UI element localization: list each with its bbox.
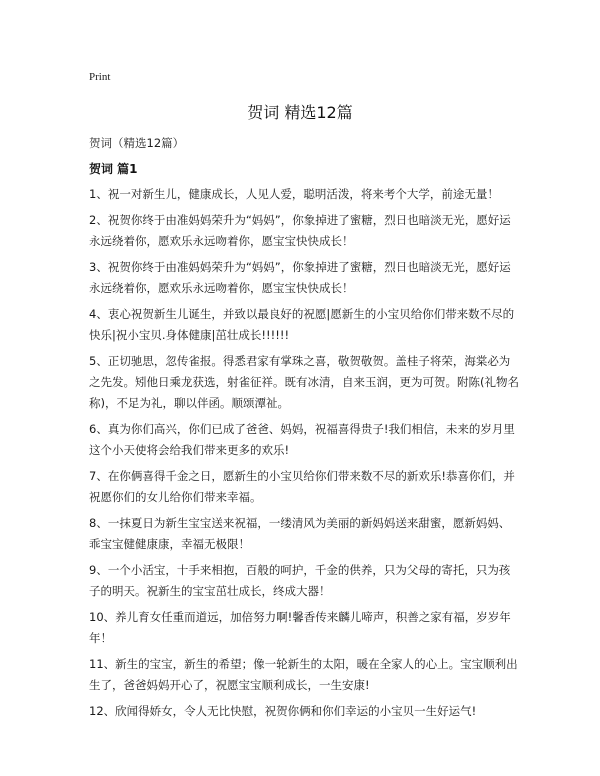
print-label: Print <box>89 71 111 83</box>
entry-8: 8、一抹夏日为新生宝宝送来祝福，一缕清风为美丽的新妈妈送来甜蜜，愿新妈妈、乖宝宝健健康康，幸福无极限！ <box>89 516 511 551</box>
entry-10: 10、养儿育女任重而道远，加倍努力啊!馨香传来麟儿啼声，积善之家有福，岁岁年年！ <box>89 610 511 645</box>
entry-11: 11、新生的宝宝，新生的希望；像一轮新生的太阳，暖在全家人的心上。宝宝顺利出生了，爸爸妈妈开心了，祝愿宝宝顺利成长，一生安康! <box>89 657 518 692</box>
entry-2: 2、祝贺你终于由准妈妈荣升为“妈妈”，你象掉进了蜜糖，烈日也暗淡无光，愿好运永远绕着你，愿欢乐永远吻着你，愿宝宝快快成长！ <box>89 213 511 248</box>
entry-7: 7、在你俩喜得千金之日，愿新生的小宝贝给你们带来数不尽的新欢乐!恭喜你们，并祝愿你们的女儿给你们带来幸福。 <box>89 469 515 504</box>
entry-3: 3、祝贺你终于由准妈妈荣升为“妈妈”，你象掉进了蜜糖，烈日也暗淡无光，愿好运永远绕着你，愿欢乐永远吻着你，愿宝宝快快成长！ <box>89 260 511 295</box>
entry-5: 5、正切驰思，忽传雀报。得悉君家有掌珠之喜，敬贺敬贺。盖桂子将荣，海棠必为之先发。矧他日乘龙获选，射雀征祥。既有冰清，自来玉润，更为可贺。附陈(礼物名称)，不足为礼，聊以伴函。顺颂潭祉。 <box>89 354 519 410</box>
section-heading: 贺词 篇1 <box>89 162 138 176</box>
entry-list <box>89 184 519 727</box>
document-title: 贺词 精选12篇 <box>247 103 353 122</box>
document-subtitle: 贺词（精选12篇） <box>89 136 185 150</box>
entry-1: 1、祝一对新生儿，健康成长，人见人爱，聪明活泼，将来考个大学，前途无量！ <box>89 187 499 201</box>
entry-6: 6、真为你们高兴，你们已成了爸爸、妈妈，祝福喜得贵子!我们相信，未来的岁月里这个小天使将会给我们带来更多的欢乐! <box>89 422 515 457</box>
entry-12: 12、欣闻得娇女，令人无比快慰，祝贺你俩和你们幸运的小宝贝一生好运气! <box>89 704 477 718</box>
entry-4: 4、衷心祝贺新生儿诞生，并致以最良好的祝愿|愿新生的小宝贝给你们带来数不尽的快乐|祝小宝贝.身体健康|茁壮成长!!!!!! <box>89 307 515 342</box>
entry-9: 9、一个小活宝，十手来相抱，百般的呵护，千金的供养，只为父母的寄托，只为孩子的明天。祝新生的宝宝茁壮成长，终成大器！ <box>89 563 511 598</box>
